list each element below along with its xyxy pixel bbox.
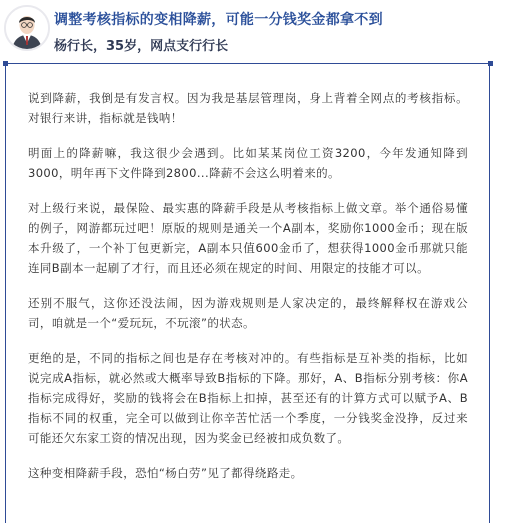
frame-corner-marker <box>3 61 8 66</box>
paragraph: 说到降薪，我倒是有发言权。因为我是基层管理岗，身上背着全网点的考核指标。对银行来讲，指标就是钱呐！ <box>28 91 468 125</box>
paragraph: 这种变相降薪手段，恐怕“杨白劳”见了都得绕路走。 <box>28 466 303 480</box>
author-line: 杨行长，35岁，网点支行行长 <box>54 39 229 54</box>
frame-corner-marker <box>488 61 493 66</box>
avatar <box>4 5 50 51</box>
page-title: 调整考核指标的变相降薪，可能一分钱奖金都拿不到 <box>54 12 383 28</box>
paragraph: 更绝的是，不同的指标之间也是存在考核对冲的。有些指标是互补类的指标，比如说完成A指标，就必然或大概率导致B指标的下降。那好，A、B指标分别考核：你A指标完成得好，奖励的钱将会在B指标上扣掉，甚至还有的计算方式可以赋予A、B指标不同的权重，完全可以做到让你辛苦忙活一个季度，一分钱奖金没挣，反过来可能还欠东家工资的情况出现，因为奖金已经被扣成负数了。 <box>28 351 468 445</box>
paragraph: 明面上的降薪嘛，我这很少会遇到。比如某某岗位工资3200，今年发通知降到3000，明年再下文件降到2800...降薪不会这么明着来的。 <box>28 146 468 180</box>
paragraph: 对上级行来说，最保险、最实惠的降薪手段是从考核指标上做文章。举个通俗易懂的例子，网游都玩过吧！原版的规则是通关一个A副本，奖励你1000金币；现在版本升级了，一个补丁包更新完，A副本只值600金币了，想获得1000金币那就只能连同B副本一起刷了才行，而且还必须在规定的时间、用限定的技能才可以。 <box>28 201 468 275</box>
paragraph: 还别不服气，这你还没法闹，因为游戏规则是人家决定的，最终解释权在游戏公司，咱就是一个“爱玩玩，不玩滚”的状态。 <box>28 296 468 330</box>
article-body <box>28 88 468 498</box>
article-header <box>0 0 507 62</box>
